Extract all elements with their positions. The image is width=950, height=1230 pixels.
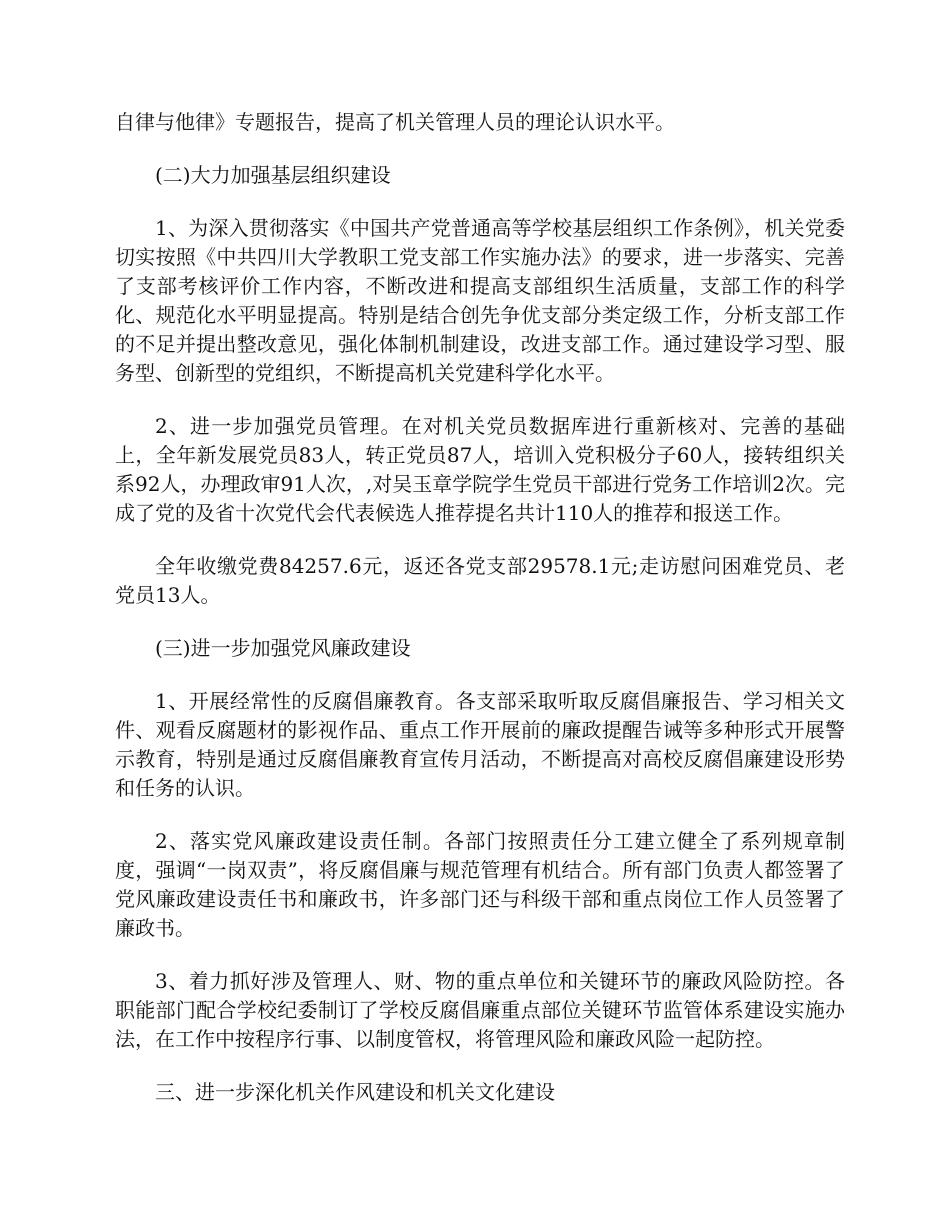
paragraph-responsibility-system: 2、落实党风廉政建设责任制。各部门按照责任分工建立健全了系列规章制度，强调“一岗双责”，将反腐倡廉与规范管理有机结合。所有部门负责人都签署了党风廉政建设责任书和廉政书，许多部门还与科级干部和重点岗位工作人员签署了廉政书。 <box>115 829 845 940</box>
paragraph-member-management: 2、进一步加强党员管理。在对机关党员数据库进行重新核对、完善的基础上，全年新发展党员83人，转正党员87人，培训入党积极分子60人，接转组织关系92人，办理政审91人次，,对吴玉章学院学生党员干部进行党务工作培训2次。完成了党的及省十次党代会代表候选人推荐提名共计110人的推荐和报送工作。 <box>115 414 845 525</box>
paragraph-party-dues: 全年收缴党费84257.6元，返还各党支部29578.1元;走访慰问困难党员、老党员13人。 <box>115 554 845 607</box>
paragraph-risk-control: 3、着力抓好涉及管理人、财、物的重点单位和关键环节的廉政风险防控。各职能部门配合学校纪委制订了学校反腐倡廉重点部位关键环节监管体系建设实施办法，在工作中按程序行事、以制度管权，将管理风险和廉政风险一起防控。 <box>115 969 845 1051</box>
paragraph-organization-regulations: 1、为深入贯彻落实《中国共产党普通高等学校基层组织工作条例》，机关党委切实按照《中共四川大学教职工党支部工作实施办法》的要求，进一步落实、完善了支部考核评价工作内容，不断改进和提高支部组织生活质量，支部工作的科学化、规范化水平明显提高。特别是结合创先争优支部分类定级工作，分析支部工作的不足并提出整改意见，强化体制机制建设，改进支部工作。通过建设学习型、服务型、创新型的党组织，不断提高机关党建科学化水平。 <box>115 216 845 385</box>
paragraph-continuation: 自律与他律》专题报告，提高了机关管理人员的理论认识水平。 <box>115 110 675 134</box>
section-heading-2: (二)大力加强基层组织建设 <box>155 163 391 187</box>
document-body <box>115 108 845 1131</box>
section-heading-3: (三)进一步加强党风廉政建设 <box>155 636 411 660</box>
paragraph-anticorruption-education: 1、开展经常性的反腐倡廉教育。各支部采取听取反腐倡廉报告、学习相关文件、观看反腐题材的影视作品、重点工作开展前的廉政提醒告诫等多种形式开展警示教育，特别是通过反腐倡廉教育宣传月活动，不断提高对高校反腐倡廉建设形势和任务的认识。 <box>115 689 845 800</box>
chapter-heading-3: 三、进一步深化机关作风建设和机关文化建设 <box>155 1080 555 1104</box>
